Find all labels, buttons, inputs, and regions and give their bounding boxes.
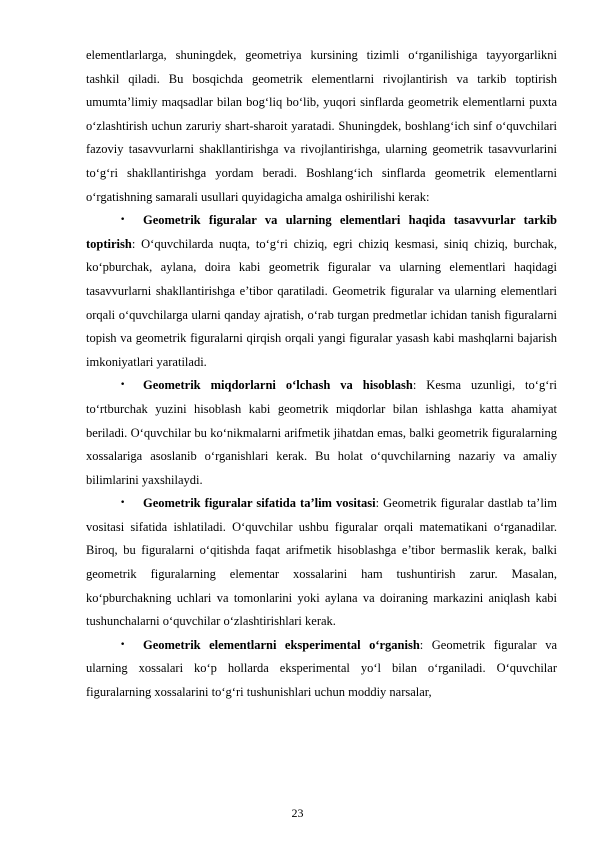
bullet-item xyxy=(86,209,557,374)
intro-paragraph: elementlarlarga, shuningdek, geometriya kursining tizimli o‘rganilishiga tayyorgarlikni tashkil qiladi. Bu bosqichda geometrik elementlarni rivojlantirish va tarkib toptirish umumta’limiy maqsadlar bilan bog‘liq bo‘lib, yuqori sinflarda geometrik elementlarni puxta o‘zlashtirish uchun zaruriy shart-sharoit yaratadi. Shuningdek, boshlang‘ich sinf o‘quvchilari fazoviy tasavvurlarni shakllantirishga va rivojlantirishga, ularning geometrik tasavvurlarini to‘g‘ri shakllantirishga yordam beradi. Boshlang‘ich sinflarda geometrik elementlarni o‘rgatishning samarali usullari quyidagicha amalga oshirilishi kerak: xyxy=(86,48,557,204)
bullet-icon: • xyxy=(120,498,126,509)
page-content xyxy=(86,44,557,705)
bullet-title: Geometrik elementlarni eksperimental o‘rganish xyxy=(143,637,420,652)
bullet-text: : O‘quvchilarda nuqta, to‘g‘ri chiziq, egri chiziq kesmasi, siniq chiziq, burchak, ko‘pburchak, aylana, doira kabi geometrik figuralar va ularning elementlari haqidagi tasavvurlarni shakllantirishga e’tibor qaratiladi. Geometrik figuralar va ularning elementlari orqali o‘quvchilarga ularni qanday ajratish, o‘rab turgan predmetlar ichidan tanish figuralarni topish va geometrik figuralarni qirqish orqali yangi figuralar yasash kabi mashqlarni bajarish imkoniyatlari yaratiladi. xyxy=(86,236,557,369)
bullet-item xyxy=(86,634,557,705)
bullet-item xyxy=(86,374,557,492)
bullet-title: Geometrik figuralar sifatida ta’lim vositasi xyxy=(143,496,376,511)
page-number: 23 xyxy=(291,806,304,820)
bullet-icon: • xyxy=(120,639,126,650)
bullet-text: : Geometrik figuralar dastlab ta’lim vositasi sifatida ishlatiladi. O‘quvchilar ushbu figuralar orqali matematikani o‘rganadilar. Biroq, bu figuralarni o‘qitishda faqat arifmetik hisoblashga e’tibor bermaslik kerak, balki geometrik figuralarning elementar xossalarini ham tushuntirish zarur. Masalan, ko‘pburchakning uchlari va tomonlarini yoki aylana va doiraning markazini aniqlash kabi tushunchalarni o‘quvchilar o‘zlashtirishlari kerak. xyxy=(86,496,557,629)
bullet-title: Geometrik miqdorlarni o‘lchash va hisoblash xyxy=(143,378,413,393)
bullet-icon: • xyxy=(120,215,126,226)
bullet-text: : Geometrik figuralar va ularning xossalari ko‘p hollarda eksperimental yo‘l bilan o‘rganiladi. O‘quvchilar figuralarning xossalarini to‘g‘ri tushunishlari uchun moddiy narsalar, xyxy=(86,637,557,700)
bullet-icon: • xyxy=(120,380,126,391)
bullet-item xyxy=(86,492,557,634)
bullet-text: : Kesma uzunligi, to‘g‘ri to‘rtburchak yuzini hisoblash kabi geometrik miqdorlar bilan ishlashga katta ahamiyat beriladi. O‘quvchilar bu ko‘nikmalarni arifmetik jihatdan emas, balki geometrik figuralarning xossalariga asoslanib o‘rganishlari kerak. Bu holat o‘quvchilarning nazariy va amaliy bilimlarini yaxshilaydi. xyxy=(86,378,557,487)
bullet-title: Geometrik figuralar va ularning elementlari haqida tasavvurlar tarkib toptirish xyxy=(86,213,557,251)
